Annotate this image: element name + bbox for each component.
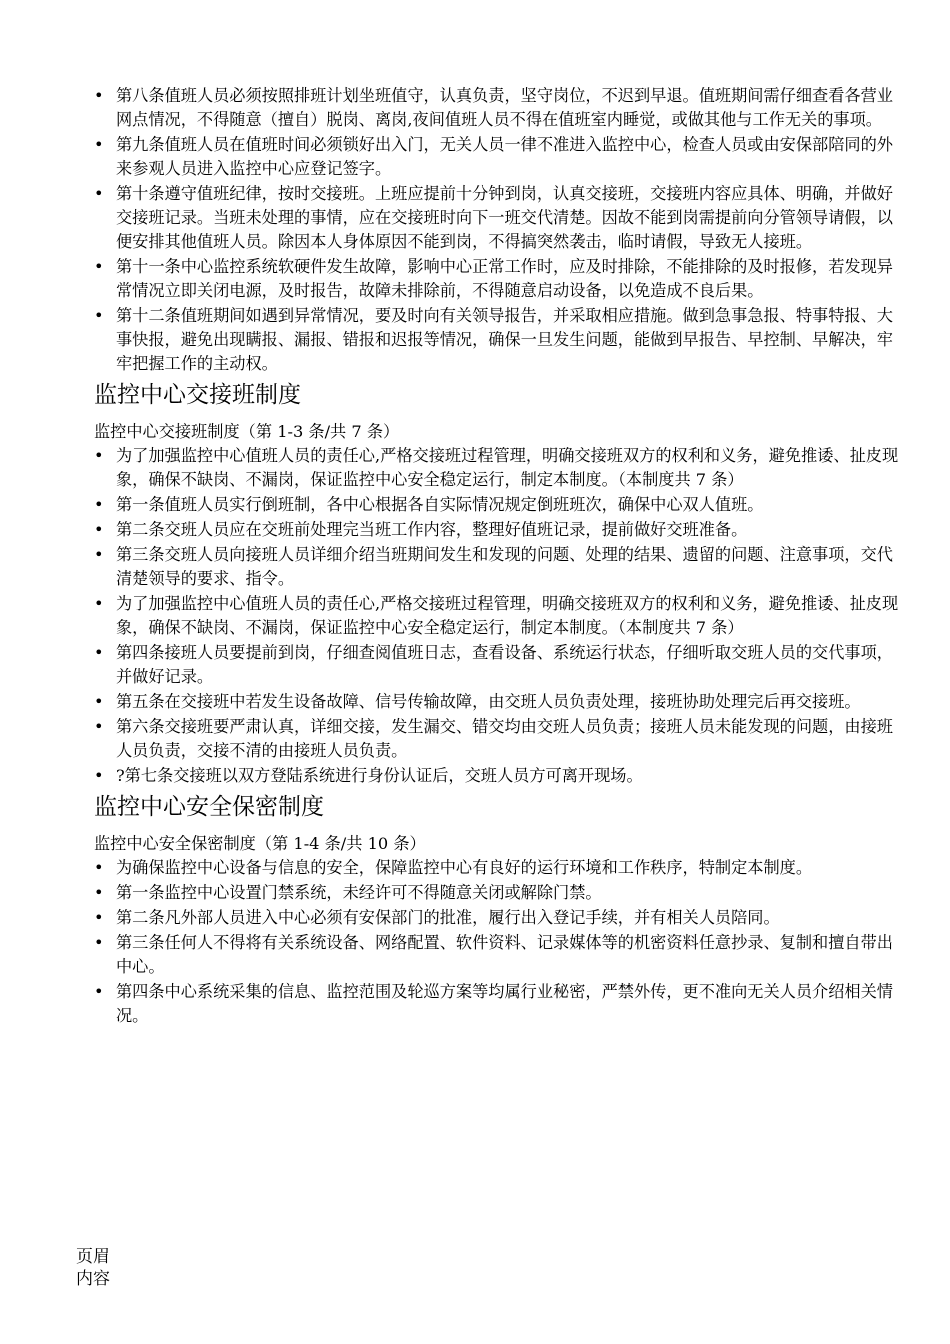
bullet-icon: • [94, 184, 104, 203]
list-item: • 第八条值班人员必须按照排班计划坐班值守，认真负责，坚守岗位，不迟到早退。值班期间需仔细查看各营业网点情况，不得随意（擅自）脱岗、离岗,夜间值班人员不得在值班室内睡觉，或做其他与工作无关的事项。 [94, 86, 893, 129]
bullet-icon: • [94, 766, 104, 785]
list-item: • 为确保监控中心设备与信息的安全，保障监控中心有良好的运行环境和工作秩序，特制定本制度。 [94, 856, 900, 880]
section-heading: 监控中心安全保密制度 [94, 794, 324, 820]
footer-line-header: 页眉 [76, 1247, 110, 1267]
list-item: • 第二条凡外部人员进入中心必须有安保部门的批准，履行出入登记手续，并有相关人员陪同。 [94, 906, 900, 930]
document-body [94, 84, 900, 1029]
bullet-icon: • [94, 520, 104, 539]
bullet-icon: • [94, 257, 104, 276]
bullet-icon: • [94, 908, 104, 927]
list-item: • 为了加强监控中心值班人员的责任心,严格交接班过程管理，明确交接班双方的权利和义务，避免推诿、扯皮现象，确保不缺岗、不漏岗，保证监控中心安全稳定运行，制定本制度。（本制度共 7 条） [94, 446, 899, 489]
list-item: • 第一条监控中心设置门禁系统，未经许可不得随意关闭或解除门禁。 [94, 881, 900, 905]
bullet-icon: • [94, 545, 104, 564]
list-item: • 第十二条值班期间如遇到异常情况，要及时向有关领导报告，并采取相应措施。做到急事急报、特事特报、大事快报，避免出现瞒报、漏报、错报和迟报等情况，确保一旦发生问题，能做到早报告、早控制、早解决，牢牢把握工作的主动权。 [94, 306, 893, 373]
bullet-icon: • [94, 86, 104, 105]
section-subheading: 监控中心安全保密制度（第 1-4 条/共 10 条） [94, 834, 426, 853]
page-footer [76, 1246, 110, 1290]
section-heading: 监控中心交接班制度 [94, 382, 301, 408]
bullet-icon: • [94, 717, 104, 736]
section-duty-rules [94, 84, 900, 376]
bullet-icon: • [94, 446, 104, 465]
bullet-icon: • [94, 306, 104, 325]
list-item: • 第三条任何人不得将有关系统设备、网络配置、软件资料、记录媒体等的机密资料任意抄录、复制和擅自带出中心。 [94, 933, 893, 976]
bullet-icon: • [94, 692, 104, 711]
bullet-icon: • [94, 982, 104, 1001]
section-handover-rules [94, 380, 900, 788]
list-item: • 第三条交班人员向接班人员详细介绍当班期间发生和发现的问题、处理的结果、遗留的问题、注意事项，交代清楚领导的要求、指令。 [94, 545, 893, 588]
list-item: • 第十一条中心监控系统软硬件发生故障，影响中心正常工作时，应及时排除，不能排除的及时报修，若发现异常情况立即关闭电源，及时报告，故障未排除前，不得随意启动设备，以免造成不良后果。 [94, 257, 893, 300]
list-item: • 第一条值班人员实行倒班制，各中心根据各自实际情况规定倒班班次，确保中心双人值班。 [94, 493, 900, 517]
bullet-icon: • [94, 643, 104, 662]
list-item: • 为了加强监控中心值班人员的责任心,严格交接班过程管理，明确交接班双方的权利和义务，避免推诿、扯皮现象，确保不缺岗、不漏岗，保证监控中心安全稳定运行，制定本制度。（本制度共 7 条） [94, 594, 899, 637]
bullet-icon: • [94, 933, 104, 952]
list-item: • 第六条交接班要严肃认真，详细交接，发生漏交、错交均由交班人员负责；接班人员未能发现的问题，由接班人员负责，交接不清的由接班人员负责。 [94, 717, 893, 760]
list-item: • 第四条接班人员要提前到岗，仔细查阅值班日志，查看设备、系统运行状态，仔细听取交班人员的交代事项，并做好记录。 [94, 643, 893, 686]
list-item: • 第四条中心系统采集的信息、监控范围及轮巡方案等均属行业秘密，严禁外传，更不准向无关人员介绍相关情况。 [94, 982, 893, 1025]
section-security-rules [94, 792, 900, 1028]
list-item: • 第五条在交接班中若发生设备故障、信号传输故障，由交班人员负责处理，接班协助处理完后再交接班。 [94, 690, 900, 714]
bullet-icon: • [94, 594, 104, 613]
list-item: • 第十条遵守值班纪律，按时交接班。上班应提前十分钟到岗，认真交接班，交接班内容应具体、明确，并做好交接班记录。当班未处理的事情，应在交接班时向下一班交代清楚。因故不能到岗需提前向分管领导请假，以便安排其他值班人员。除因本人身体原因不能到岗，不得搞突然袭击，临时请假，导致无人接班。 [94, 184, 893, 251]
list-item: • 第九条值班人员在值班时间必须锁好出入门，无关人员一律不准进入监控中心，检查人员或由安保部陪同的外来参观人员进入监控中心应登记签字。 [94, 135, 893, 178]
bullet-icon: • [94, 495, 104, 514]
list-item: • ?第七条交接班以双方登陆系统进行身份认证后，交班人员方可离开现场。 [94, 764, 900, 788]
bullet-icon: • [94, 858, 104, 877]
section-subheading: 监控中心交接班制度（第 1-3 条/共 7 条） [94, 422, 400, 441]
bullet-icon: • [94, 135, 104, 154]
footer-line-content: 内容 [76, 1269, 110, 1289]
bullet-icon: • [94, 883, 104, 902]
list-item: • 第二条交班人员应在交班前处理完当班工作内容，整理好值班记录，提前做好交班准备。 [94, 518, 900, 542]
